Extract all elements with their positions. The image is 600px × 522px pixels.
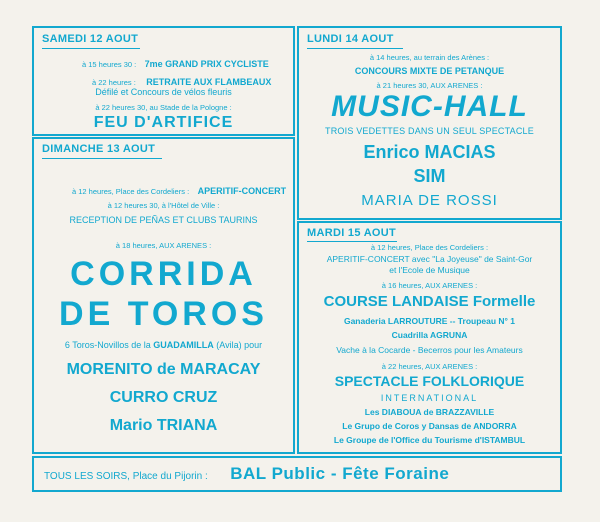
footer-line: TOUS LES SOIRS, Place du Pijorin : BAL Public - Fête Foraine (44, 464, 450, 483)
course-landaise: COURSE LANDAISE Formelle (323, 293, 536, 310)
music-hall-title: MUSIC-HALL (331, 90, 528, 123)
group-1: Les DIABOUA de BRAZZAVILLE (364, 407, 495, 417)
monday-line-1: à 14 heures, au terrain des Arènes : (369, 53, 490, 62)
sunday-header-rule (42, 158, 162, 159)
saturday-header-rule (42, 48, 140, 49)
tuesday-header: MARDI 15 AOUT (307, 227, 397, 239)
saturday-line-1: à 15 heures 30 : 7me GRAND PRIX CYCLISTE (82, 59, 269, 69)
tuesday-line-1: à 12 heures, Place des Cordeliers : (370, 243, 489, 252)
monday-line-2: CONCOURS MIXTE DE PETANQUE (354, 66, 505, 76)
sunday-line-1: à 12 heures, Place des Cordeliers : APERITIF-CONCERT (72, 186, 287, 196)
tuesday-line-5: Ganaderia LARROUTURE -- Troupeau N° 1 (343, 316, 516, 326)
saturday-fireworks: FEU D'ARTIFICE (93, 114, 234, 131)
sunday-line-3: RECEPTION DE PEÑAS ET CLUBS TAURINS (69, 215, 258, 225)
spectacle-folklorique: SPECTACLE FOLKLORIQUE (334, 373, 525, 389)
matador-3: Mario TRIANA (109, 417, 218, 434)
monday-line-3: à 21 heures 30, AUX ARENES : (376, 81, 483, 90)
tuesday-line-8: à 22 heures, AUX ARENES : (381, 362, 478, 371)
monday-header-rule (307, 48, 403, 49)
saturday-header: SAMEDI 12 AOUT (42, 33, 139, 45)
tuesday-line-4: à 16 heures, AUX ARENES : (381, 281, 478, 290)
sunday-header: DIMANCHE 13 AOUT (42, 143, 156, 155)
artist-3: MARIA DE ROSSI (361, 192, 498, 209)
artist-2: SIM (413, 166, 446, 186)
international: INTERNATIONAL (380, 393, 479, 403)
tuesday-line-3: et l'Ecole de Musique (389, 265, 470, 275)
matador-1: MORENITO de MARACAY (66, 361, 261, 378)
sunday-line-4: à 18 heures, AUX ARENES : (115, 241, 212, 250)
tuesday-line-7: Vache à la Cocarde - Becerros pour les Amateurs (336, 345, 523, 355)
tuesday-line-2: APERITIF-CONCERT avec "La Joyeuse" de Saint-Gor (326, 254, 533, 264)
corrida-title: CORRIDA (70, 255, 257, 293)
artist-1: Enrico MACIAS (363, 142, 496, 162)
toros-title: DE TOROS (59, 295, 268, 333)
sunday-line-5: 6 Toros-Novillos de la GUADAMILLA (Avila) pour (64, 340, 263, 350)
sunday-line-2: à 12 heures 30, à l'Hôtel de Ville : (107, 201, 220, 210)
saturday-line-4: à 22 heures 30, au Stade de la Pologne : (95, 103, 232, 112)
saturday-line-2: à 22 heures : RETRAITE AUX FLAMBEAUX (92, 77, 272, 87)
matador-2: CURRO CRUZ (109, 389, 218, 406)
tuesday-header-rule (307, 241, 397, 242)
monday-subtitle: TROIS VEDETTES DANS UN SEUL SPECTACLE (325, 126, 534, 136)
tuesday-line-6: Cuadrilla AGRUNA (391, 330, 468, 340)
group-2: Le Grupo de Coros y Dansas de ANDORRA (342, 421, 517, 431)
group-3: Le Groupe de l'Office du Tourisme d'ISTAMBUL (333, 435, 526, 445)
saturday-line-3: Défilé et Concours de vélos fleuris (95, 87, 232, 97)
monday-header: LUNDI 14 AOUT (307, 33, 394, 45)
